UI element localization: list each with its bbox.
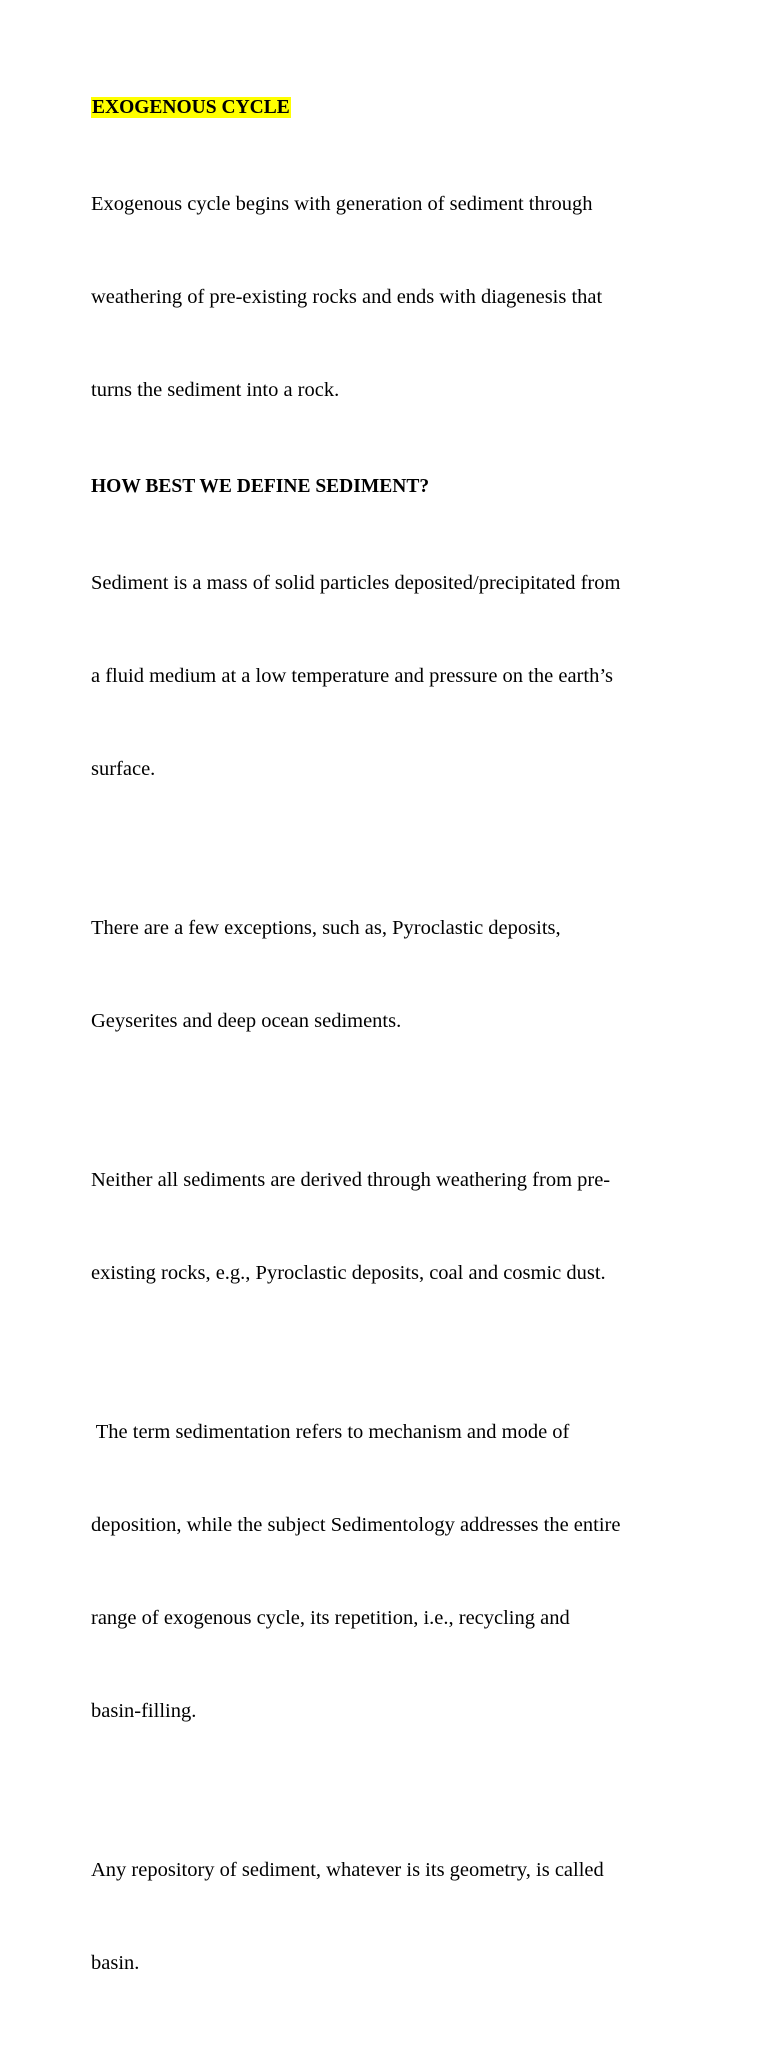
- text-line: There are a few exceptions, such as, Pyroclastic deposits,: [91, 917, 561, 939]
- neither-paragraph: [91, 1103, 691, 1351]
- text-line: Geyserites and deep ocean sediments.: [91, 1010, 402, 1032]
- text-line: surface.: [91, 758, 156, 780]
- text-line: turns the sediment into a rock.: [91, 379, 340, 401]
- sedimentation-paragraph: [91, 1355, 691, 1789]
- text-line: deposition, while the subject Sedimentology addresses the entire: [91, 1514, 621, 1536]
- text-line: The term sedimentation refers to mechanism and mode of: [91, 1421, 570, 1443]
- subheading: HOW BEST WE DEFINE SEDIMENT?: [91, 476, 430, 497]
- basin-paragraph: [91, 1793, 691, 2041]
- text-line: a fluid medium at a low temperature and pressure on the earth’s: [91, 665, 613, 687]
- text-line: basin-filling.: [91, 1700, 197, 1722]
- text-line: weathering of pre-existing rocks and ends with diagenesis that: [91, 286, 603, 308]
- text-line: basin.: [91, 1952, 140, 1974]
- title-highlight: EXOGENOUS CYCLE: [92, 97, 290, 118]
- text-line: range of exogenous cycle, its repetition, i.e., recycling and: [91, 1607, 570, 1629]
- exceptions-paragraph: [91, 851, 691, 1099]
- document-page: [91, 93, 691, 2045]
- title-heading: [91, 93, 691, 123]
- text-line: Sediment is a mass of solid particles deposited/precipitated from: [91, 572, 621, 594]
- definition-paragraph: [91, 506, 691, 847]
- text-line: Exogenous cycle begins with generation of sediment through: [91, 193, 593, 215]
- intro-paragraph: [91, 127, 691, 468]
- text-line: existing rocks, e.g., Pyroclastic deposits, coal and cosmic dust.: [91, 1262, 606, 1284]
- text-line: Neither all sediments are derived through weathering from pre-: [91, 1169, 611, 1191]
- text-line: Any repository of sediment, whatever is its geometry, is called: [91, 1859, 604, 1881]
